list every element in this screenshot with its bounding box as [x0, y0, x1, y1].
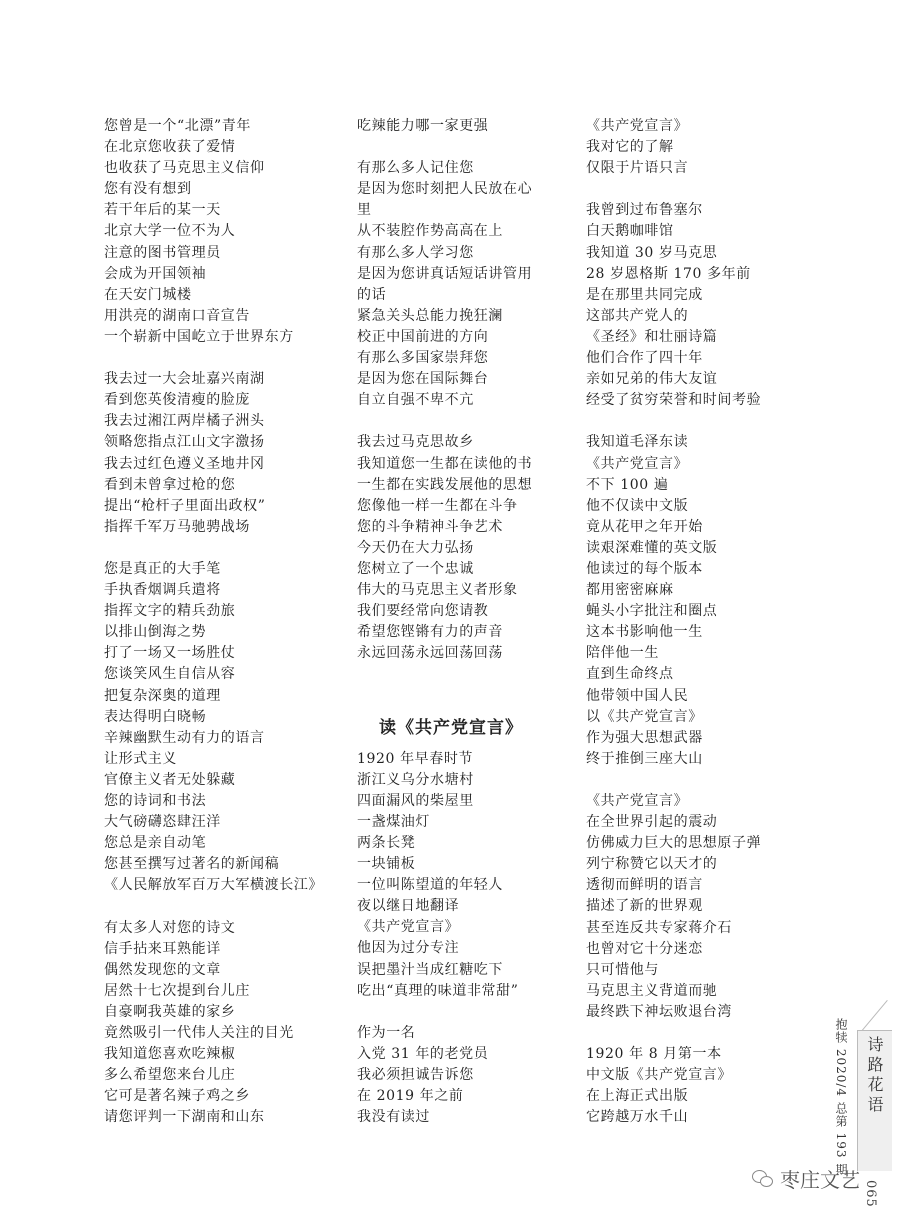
poem-line: 浙江义乌分水塘村 — [357, 771, 474, 788]
poem-line: 永远回荡永远回荡回荡 — [357, 645, 503, 662]
poem-line: 信手拈来耳熟能详 — [104, 940, 221, 957]
poem-line: 我必须担诚告诉您 — [357, 1067, 474, 1084]
poem-line: 把复杂深奥的道理 — [104, 687, 221, 704]
poem-line: 请您评判一下湖南和山东 — [104, 1109, 265, 1126]
poem-line: 以《共产党宣言》 — [586, 708, 703, 725]
poem-line: 有太多人对您的诗文 — [104, 919, 236, 936]
poem-line: 一个崭新中国屹立于世界东方 — [104, 328, 294, 345]
poem-line: 居然十七次提到台儿庄 — [104, 982, 250, 999]
poem-line: 28 岁恩格斯 170 多年前 — [586, 265, 751, 282]
poem-line: 陪伴他一生 — [586, 645, 659, 662]
poem-line: 白天鹅咖啡馆 — [586, 223, 674, 240]
page-number: 065 — [863, 1180, 878, 1208]
poem-line: 打了一场又一场胜仗 — [104, 645, 236, 662]
poem-line: 是因为您时刻把人民放在心 — [357, 181, 533, 198]
poem-line: 表达得明白晓畅 — [104, 708, 207, 725]
poem-line: 最终跌下神坛败退台湾 — [586, 1003, 732, 1020]
poem-line: 伟大的马克思主义者形象 — [357, 582, 518, 599]
poem-line: 吃辣能力哪一家更强 — [357, 118, 489, 134]
poem-line: 中文版《共产党宣言》 — [586, 1067, 732, 1084]
poem-line: 1920 年早春时节 — [357, 750, 474, 767]
watermark-text: 枣庄文艺 — [780, 1167, 860, 1192]
poem-line: 多么希望您来台儿庄 — [104, 1067, 236, 1084]
stanza-gap — [586, 179, 786, 200]
poem-line: 蝇头小字批注和圈点 — [586, 603, 718, 620]
poem-line: 《共产党宣言》 — [357, 919, 460, 936]
poem-line: 竟然吸引一代伟人关注的目光 — [104, 1025, 294, 1042]
stanza-gap — [104, 348, 334, 369]
stanza-gap — [586, 770, 786, 791]
poem-line: 您曾是一个“北漂”青年 — [104, 118, 251, 134]
poem-line: 您的诗词和书法 — [104, 793, 207, 809]
poem-line: 马克思主义背道而驰 — [586, 982, 718, 999]
poem-line: 也曾对它十分迷恋 — [586, 940, 703, 957]
poem-line: 我去过湘江两岸橘子洲头 — [104, 413, 265, 430]
poem-line: 您有没有想到 — [104, 181, 192, 198]
poem-line: 以排山倒海之势 — [104, 624, 207, 641]
wechat-icon — [752, 1167, 774, 1189]
poem-line: 只可惜他与 — [586, 961, 659, 978]
watermark — [752, 1160, 872, 1196]
poem-line: 两条长凳 — [357, 835, 416, 851]
poem-line: 一盏煤油灯 — [357, 813, 430, 830]
poem-line: 描述了新的世界观 — [586, 898, 703, 915]
poem-line: 有那么多人记住您 — [357, 160, 474, 177]
poem-line: 《人民解放军百万大军横渡长江》 — [104, 877, 323, 894]
section-label: 诗路花语 — [865, 1036, 884, 1116]
poem-line: 偶然发现您的文章 — [104, 961, 221, 978]
poem-1-ending — [357, 116, 567, 664]
poem-line: 若干年后的某一天 — [104, 202, 221, 219]
poem-line: 他们合作了四十年 — [586, 350, 703, 367]
poem-line: 也收获了马克思主义信仰 — [104, 160, 265, 177]
poem-line: 大气磅礴恣肆汪洋 — [104, 814, 221, 831]
poem-line: 直到生命终点 — [586, 666, 674, 683]
poem-line: 仿佛威力巨大的思想原子弹 — [586, 835, 762, 852]
poem-line: 我知道 30 岁马克思 — [586, 244, 718, 261]
poem-line: 是因为您讲真话短话讲管用 — [357, 265, 533, 282]
poem-line: 看到未曾拿过枪的您 — [104, 476, 236, 493]
poem-line: 夜以继日地翻译 — [357, 898, 460, 915]
poem-line: 我知道您一生都在读他的书 — [357, 455, 533, 472]
poem-line: 在上海正式出版 — [586, 1088, 689, 1105]
poem-line: 在全世界引起的震动 — [586, 814, 718, 831]
poem-line: 《圣经》和壮丽诗篇 — [586, 328, 718, 345]
poem-line: 在天安门城楼 — [104, 286, 192, 303]
poem-line: 我知道您喜欢吃辣椒 — [104, 1046, 236, 1063]
poem-line: 透彻而鲜明的语言 — [586, 877, 703, 894]
poem-line: 他不仅读中文版 — [586, 497, 689, 514]
poem-line: 《共产党宣言》 — [586, 455, 689, 472]
poem-column-3 — [586, 116, 786, 1129]
poem-line: 让形式主义 — [104, 750, 177, 767]
poem-line: 自立自强不卑不亢 — [357, 392, 474, 409]
poem-line: 我对它的了解 — [586, 139, 674, 156]
poem-line: 会成为开国领袖 — [104, 265, 207, 282]
poem-line: 吃出“真理的味道非常甜” — [357, 982, 519, 999]
poem-line: 1920 年 8 月第一本 — [586, 1046, 722, 1063]
stanza-gap — [586, 411, 786, 432]
poem-line: 有那么多人学习您 — [357, 244, 474, 261]
poem-line: 他带领中国人民 — [586, 687, 689, 704]
poem-line: 看到您英俊清瘦的脸庞 — [104, 392, 250, 409]
poem-line: 我知道毛泽东读 — [586, 434, 689, 451]
stanza-gap — [104, 538, 334, 559]
poem-line: 领略您指点江山文字激扬 — [104, 434, 265, 451]
poem-line: 作为一名 — [357, 1024, 416, 1041]
poem-line: 您像他一样一生都在斗争 — [357, 497, 518, 514]
poem-line: 我没有读过 — [357, 1109, 430, 1126]
poem-line: 校正中国前进的方向 — [357, 328, 489, 345]
poem-line: 这本书影响他一生 — [586, 624, 703, 641]
poem-line: 终于推倒三座大山 — [586, 750, 703, 767]
poem-line: 我去过马克思故乡 — [357, 434, 474, 451]
poem-line: 提出“枪杆子里面出政权” — [104, 497, 266, 514]
poem-line: 他因为过分专注 — [357, 940, 460, 957]
poem-line: 竟从花甲之年开始 — [586, 518, 703, 535]
poem-line: 您的斗争精神斗争艺术 — [357, 518, 503, 535]
poem-line: 里 — [357, 202, 372, 219]
stanza-gap — [104, 896, 334, 917]
poem-line: 我们要经常向您请教 — [357, 603, 489, 620]
poem-line: 您是真正的大手笔 — [104, 560, 221, 577]
poem-line: 指挥文字的精兵劲旅 — [104, 603, 236, 620]
poem-line: 紧急关头总能力挽狂澜 — [357, 307, 503, 324]
poem-line: 的话 — [357, 286, 387, 303]
poem-line: 一块铺板 — [357, 856, 416, 873]
poem-line: 您谈笑风生自信从容 — [104, 666, 236, 683]
poem-line: 有那么多国家崇拜您 — [357, 350, 489, 367]
poem-line: 注意的图书管理员 — [104, 244, 221, 261]
poem-line: 指挥千军万马驰骋战场 — [104, 518, 250, 535]
poem-line: 我去过红色遵义圣地井冈 — [104, 455, 265, 472]
poem-line: 北京大学一位不为人 — [104, 223, 236, 240]
poem-column-2 — [357, 116, 567, 1128]
poem-line: 是因为您在国际舞台 — [357, 371, 489, 388]
poem-line: 用洪亮的湖南口音宣告 — [104, 307, 250, 324]
poem-line: 仅限于片语只言 — [586, 160, 689, 177]
poem-line: 不下 100 遍 — [586, 476, 669, 493]
poem-line: 官僚主义者无处躲藏 — [104, 771, 236, 788]
poem-line: 一位叫陈望道的年轻人 — [357, 877, 503, 894]
poem-line: 这部共产党人的 — [586, 307, 689, 324]
poem-line: 作为强大思想武器 — [586, 729, 703, 746]
poem-line: 自豪啊我英雄的家乡 — [104, 1003, 236, 1020]
stanza-gap — [357, 137, 567, 158]
poem-2-title: 读《共产党宣言》 — [379, 717, 523, 738]
poem-line: 您甚至撰写过著名的新闻稿 — [104, 856, 280, 873]
poem-line: 希望您铿锵有力的声音 — [357, 624, 503, 641]
poem-line: 在北京您收获了爱情 — [104, 139, 236, 156]
poem-line: 它跨越万水千山 — [586, 1109, 689, 1126]
poem-line: 列宁称赞它以天才的 — [586, 856, 718, 873]
poem-line: 一生都在实践发展他的思想 — [357, 476, 533, 493]
stanza-gap — [357, 1002, 567, 1023]
poem-line: 经受了贫穷荣誉和时间考验 — [586, 392, 762, 409]
poem-line: 我曾到过布鲁塞尔 — [586, 202, 703, 219]
poem-line: 它可是著名辣子鸡之乡 — [104, 1088, 250, 1105]
poem-line: 亲如兄弟的伟大友谊 — [586, 371, 718, 388]
poem-line: 辛辣幽默生动有力的语言 — [104, 729, 265, 746]
poem-line: 在 2019 年之前 — [357, 1088, 464, 1105]
poem-line: 您总是亲自动笔 — [104, 835, 207, 852]
poem-2-start — [357, 749, 567, 1129]
poem-line: 都用密密麻麻 — [586, 582, 674, 599]
poem-line: 手执香烟调兵遣将 — [104, 582, 221, 599]
poem-line: 入党 31 年的老党员 — [357, 1045, 489, 1062]
poem-line: 今天仍在大力弘扬 — [357, 539, 474, 556]
poem-line: 《共产党宣言》 — [586, 793, 689, 809]
poem-line: 他读过的每个版本 — [586, 560, 703, 577]
issue-label: 抱犊 2020/4 总第 193 期 — [834, 1018, 848, 1177]
poem-line: 您树立了一个忠诚 — [357, 560, 474, 577]
poem-line: 读艰深难懂的英文版 — [586, 539, 718, 556]
stanza-gap — [586, 1023, 786, 1044]
stanza-gap — [357, 411, 567, 432]
poem-line: 甚至连反共专家蒋介石 — [586, 919, 732, 936]
poem-line: 我去过一大会址嘉兴南湖 — [104, 371, 265, 388]
poem-line: 从不装腔作势高高在上 — [357, 223, 503, 240]
poem-line: 误把墨汁当成红糖吃下 — [357, 961, 503, 978]
poem-column-1 — [104, 116, 334, 1129]
poem-line: 四面漏风的柴屋里 — [357, 792, 474, 809]
poem-line: 《共产党宣言》 — [586, 118, 689, 134]
poem-line: 是在那里共同完成 — [586, 286, 703, 303]
